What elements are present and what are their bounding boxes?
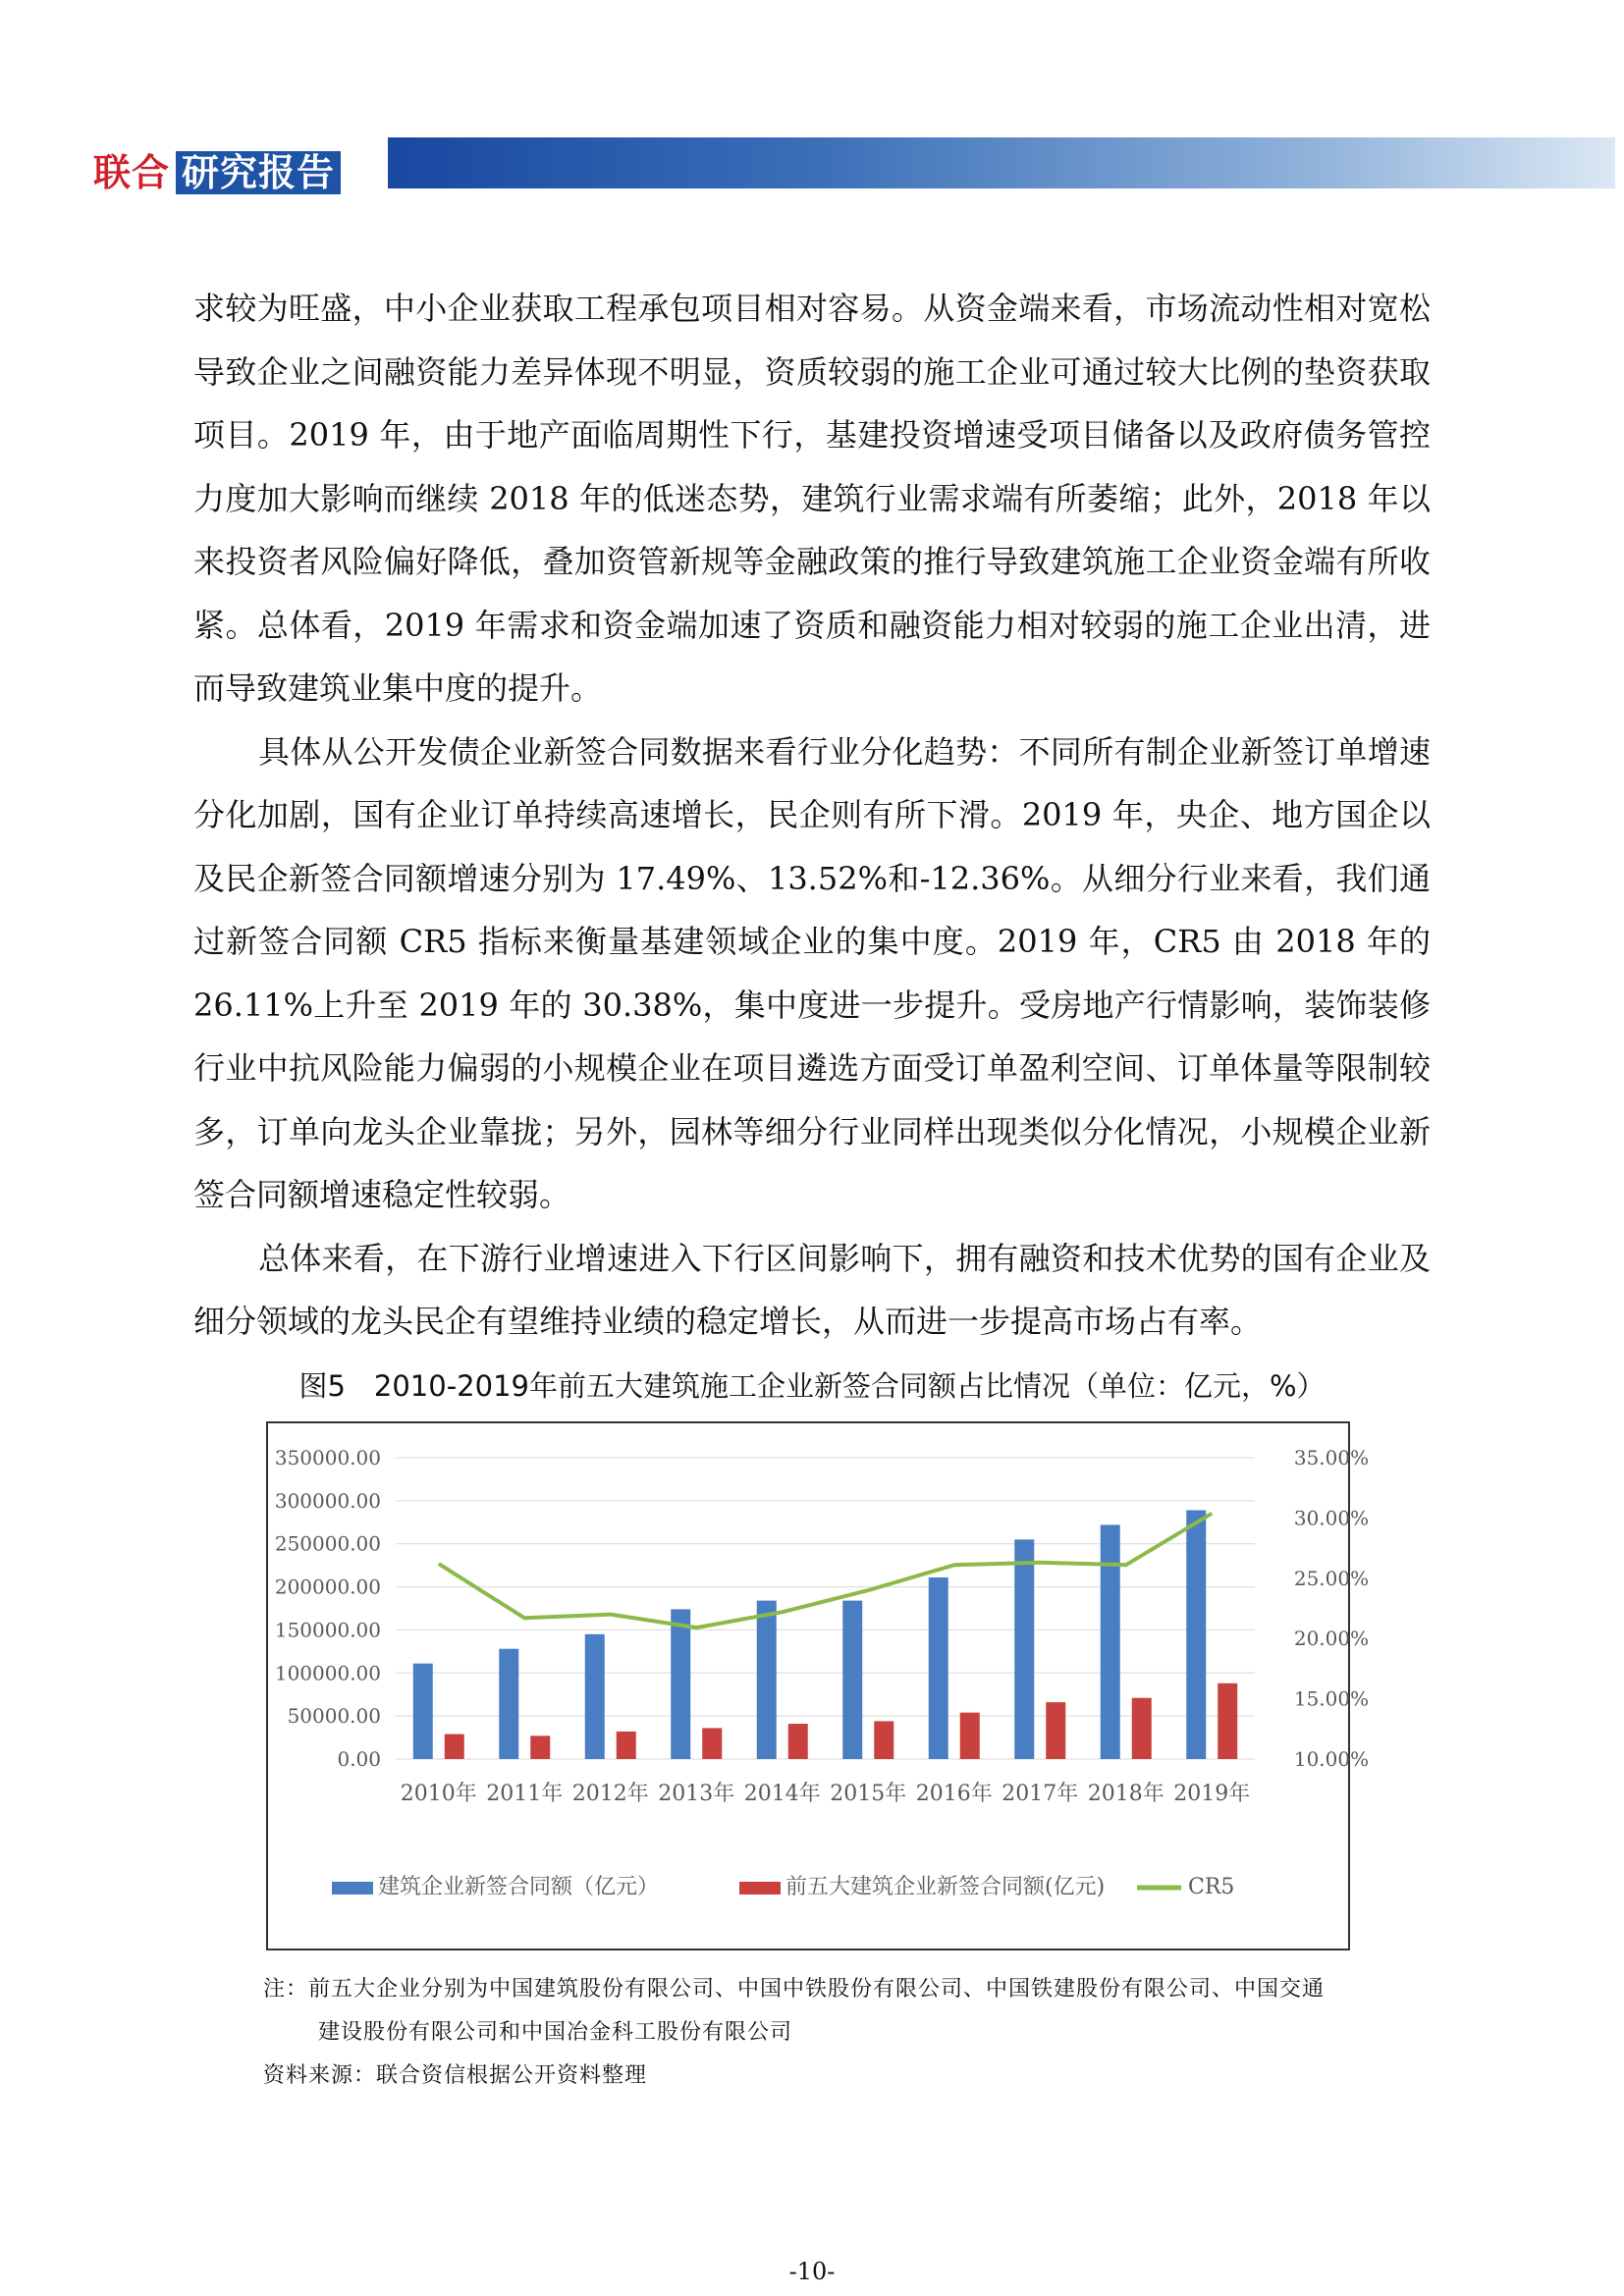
bar-top5-contracts: [445, 1735, 464, 1759]
brand-report-label: 研究报告: [176, 151, 341, 194]
bar-total-contracts: [929, 1577, 948, 1759]
figure-title: 图5 2010-2019年前五大建筑施工企业新签合同额占比情况（单位：亿元，%）: [298, 1369, 1326, 1403]
x-tick-label: 2016年: [915, 1782, 993, 1806]
bar-total-contracts: [499, 1649, 518, 1759]
paragraph-1: 求较为旺盛，中小企业获取工程承包项目相对容易。从资金端来看，市场流动性相对宽松导致企业之间融资能力差异体现不明显，资质较弱的施工企业可通过较大比例的垫资获取项目。2019 年，由于地产面临周期性下行，基建投资增速受项目储备以及政府债务管控力度加大影响而继续 2018 年的低迷态势，建筑行业需求端有所萎缩；此外，2018 年以来投资者风险偏好降低，叠加资管新规等金融政策的推行导致建筑施工企业资金端有所收紧。总体看，2019 年需求和资金端加速了资质和融资能力相对较弱的施工企业出清，进而导致建筑业集中度的提升。: [193, 290, 1431, 707]
x-tick-label: 2014年: [743, 1782, 821, 1806]
brand-logo: [93, 142, 341, 196]
y-left-tick-label: 200000.00: [274, 1575, 381, 1599]
y-left-tick-label: 300000.00: [274, 1488, 381, 1513]
bar-total-contracts: [842, 1601, 862, 1759]
note-line-1: 注：前五大企业分别为中国建筑股份有限公司、中国中铁股份有限公司、中国铁建股份有限公司、中国交通: [263, 1977, 1326, 2002]
bar-top5-contracts: [530, 1735, 550, 1759]
y-right-tick-label: 20.00%: [1293, 1627, 1370, 1651]
bar-total-contracts: [757, 1601, 777, 1759]
bar-top5-contracts: [788, 1724, 808, 1759]
bar-total-contracts: [671, 1609, 690, 1759]
y-right-tick-label: 15.00%: [1293, 1686, 1370, 1711]
bar-total-contracts: [1014, 1539, 1034, 1759]
y-left-tick-label: 150000.00: [274, 1618, 381, 1642]
y-left-tick-label: 0.00: [337, 1747, 381, 1771]
bar-total-contracts: [413, 1664, 433, 1759]
legend-label-cr5: CR5: [1188, 1875, 1235, 1899]
x-tick-label: 2017年: [1001, 1782, 1079, 1806]
legend-label-total: 建筑企业新签合同额（亿元）: [378, 1875, 660, 1899]
x-tick-label: 2018年: [1087, 1782, 1164, 1806]
bar-top5-contracts: [960, 1713, 980, 1759]
bar-total-contracts: [585, 1634, 605, 1759]
x-tick-label: 2019年: [1173, 1782, 1251, 1806]
paragraph-2: 具体从公开发债企业新签合同数据来看行业分化趋势：不同所有制企业新签订单增速分化加剧，国有企业订单持续高速增长，民企则有所下滑。2019 年，央企、地方国企以及民企新签合同额增速分别为 17.49%、13.52%和-12.36%。从细分行业来看，我们通过新签合同额 CR5 指标来衡量基建领域企业的集中度。2019 年，CR5 由 2018 年的 26.11%上升至 2019 年的 30.38%，集中度进一步提升。受房地产行情影响，装饰装修行业中抗风险能力偏弱的小规模企业在项目遴选方面受订单盈利空间、订单体量等限制较多，订单向龙头企业靠拢；另外，园林等细分行业同样出现类似分化情况，小规模企业新签合同额增速稳定性较弱。: [193, 732, 1431, 1213]
legend-label-top5: 前五大建筑企业新签合同额(亿元): [785, 1875, 1106, 1899]
chart-frame: [266, 1421, 1370, 1950]
source-line: 资料来源：联合资信根据公开资料整理: [263, 2063, 648, 2088]
y-left-tick-label: 250000.00: [274, 1531, 381, 1556]
x-tick-label: 2013年: [658, 1782, 735, 1806]
paragraph-3: 总体来看，在下游行业增速进入下行区间影响下，拥有融资和技术优势的国有企业及细分领域的龙头民企有望维持业绩的稳定增长，从而进一步提高市场占有率。: [193, 1239, 1431, 1340]
bar-top5-contracts: [1046, 1702, 1065, 1759]
y-left-tick-label: 350000.00: [274, 1446, 381, 1469]
x-tick-label: 2012年: [571, 1782, 649, 1806]
body-text: [193, 277, 1431, 1354]
y-left-tick-label: 100000.00: [274, 1661, 381, 1685]
legend-swatch-total: [332, 1882, 373, 1895]
y-right-tick-label: 25.00%: [1293, 1566, 1370, 1590]
bar-top5-contracts: [702, 1728, 722, 1759]
combo-chart: [268, 1423, 1370, 1949]
x-tick-label: 2015年: [830, 1782, 907, 1806]
y-right-tick-label: 35.00%: [1293, 1446, 1370, 1469]
bar-top5-contracts: [1132, 1698, 1152, 1759]
figure-notes: [263, 1968, 1432, 2098]
bar-total-contracts: [1101, 1524, 1120, 1759]
cr5-line: [439, 1514, 1213, 1628]
x-tick-label: 2011年: [486, 1782, 564, 1806]
bar-top5-contracts: [617, 1732, 636, 1759]
legend-swatch-top5: [739, 1882, 781, 1895]
x-tick-label: 2010年: [400, 1782, 477, 1806]
bar-top5-contracts: [1218, 1683, 1237, 1759]
page-number: -10-: [788, 2258, 836, 2285]
brand-name: 联合: [93, 151, 171, 194]
y-left-tick-label: 50000.00: [287, 1704, 381, 1729]
note-line-2: 建设股份有限公司和中国冶金科工股份有限公司: [318, 2020, 793, 2045]
header-gradient-bar: [388, 137, 1615, 188]
y-right-tick-label: 30.00%: [1293, 1506, 1370, 1530]
bar-top5-contracts: [874, 1721, 893, 1759]
page-header: [0, 0, 1624, 196]
y-right-tick-label: 10.00%: [1293, 1747, 1370, 1771]
bar-total-contracts: [1186, 1511, 1206, 1759]
